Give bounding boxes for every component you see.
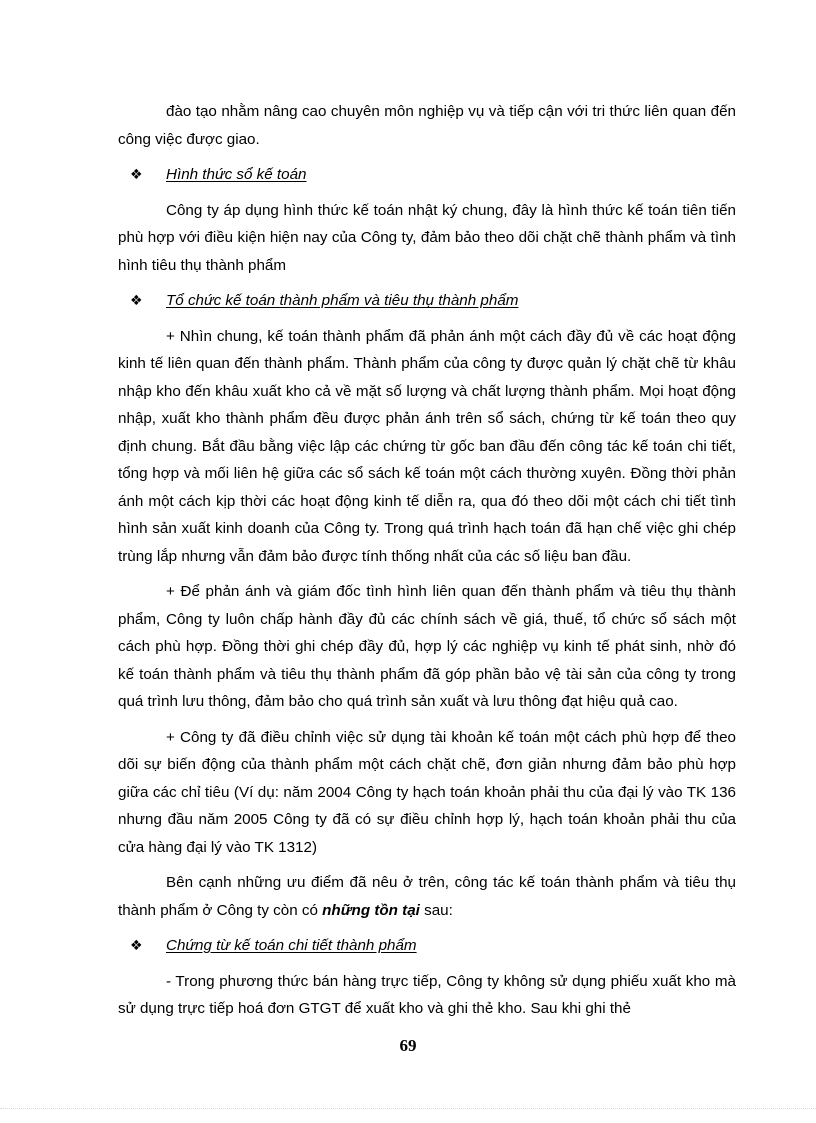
heading-text: Chứng từ kế toán chi tiết thành phẩm xyxy=(166,937,417,954)
diamond-bullet-icon: ❖ xyxy=(130,166,143,182)
heading-text: Hình thức sổ kế toán xyxy=(166,166,307,183)
paragraph-direct-sales: - Trong phương thức bán hàng trực tiếp, Công ty không sử dụng phiếu xuất kho mà sử dụng trực tiếp hoá đơn GTGT để xuất kho và ghi thẻ kho. Sau khi ghi thẻ xyxy=(118,972,736,1017)
emphasis-text: những tồn tại xyxy=(322,901,420,919)
paragraph-accounting-form: Công ty áp dụng hình thức kế toán nhật ký chung, đây là hình thức kế toán tiên tiến phù hợp với điều kiện hiện nay của Công ty, đảm bảo theo dõi chặt chẽ thành phẩm và tình hình tiêu thụ thành phẩm xyxy=(118,201,736,274)
diamond-bullet-icon: ❖ xyxy=(130,937,143,953)
footer-divider xyxy=(0,1108,816,1109)
text-run: Bên cạnh những ưu điểm đã nêu ở trên, công tác kế toán thành phẩm và tiêu thụ thành phẩm ở Công ty còn có xyxy=(118,874,736,919)
section-heading-organization xyxy=(118,287,736,315)
section-heading-vouchers xyxy=(118,932,736,960)
paragraph-general: + Nhìn chung, kế toán thành phẩm đã phản ánh một cách đầy đủ về các hoạt động kinh tế liên quan đến thành phẩm. Thành phẩm của công ty được quản lý chặt chẽ từ khâu nhập kho đến khâu xuất kho cả về mặt số lượng và chất lượng thành phẩm. Mọi hoạt động nhập, xuất kho thành phẩm đều được phản ánh trên sổ sách, chứng từ kế toán theo quy định chung. Bắt đầu bằng việc lập các chứng từ gốc ban đầu đến công tác kế toán chi tiết, tổng hợp và mối liên hệ giữa các sổ sách kế toán một cách thường xuyên. Đồng thời phản ánh một cách kịp thời các hoạt động kinh tế diễn ra, qua đó theo dõi một cách chi tiết tình hình sản xuất kinh doanh của Công ty. Trong quá trình hạch toán đã hạn chế việc ghi chép trùng lắp nhưng vẫn đảm bảo được tính thống nhất của các số liệu ban đầu. xyxy=(118,327,736,565)
text-run: sau: xyxy=(419,901,453,919)
section-heading-accounting-books xyxy=(118,161,736,189)
paragraph-reflection: + Để phản ánh và giám đốc tình hình liên quan đến thành phẩm và tiêu thụ thành phẩm, Công ty luôn chấp hành đầy đủ các chính sách về giá, thuế, tổ chức sổ sách một cách phù hợp. Đồng thời ghi chép đầy đủ, hợp lý các nghiệp vụ kinh tế phát sinh, nhờ đó kế toán thành phẩm và tiêu thụ thành phẩm đã góp phần bảo vệ tài sản của công ty trong quá trình lưu thông, đảm bảo cho quá trình sản xuất và lưu thông đạt hiệu quả cao. xyxy=(118,583,736,710)
paragraph-adjustment: + Công ty đã điều chỉnh việc sử dụng tài khoản kế toán một cách phù hợp để theo dõi sự biến động của thành phẩm một cách chặt chẽ, đơn giản nhưng đảm bảo phù hợp giữa các chỉ tiêu (Ví dụ: năm 2004 Công ty hạch toán khoản phải thu của đại lý vào TK 136 nhưng đầu năm 2005 Công ty đã có sự điều chỉnh hợp lý, hạch toán khoản phải thu của cửa hàng đại lý vào TK 1312) xyxy=(118,728,736,856)
paragraph-shortcomings xyxy=(118,869,736,924)
body-text xyxy=(118,98,736,1031)
heading-text: Tổ chức kế toán thành phẩm và tiêu thụ thành phẩm xyxy=(166,292,519,309)
paragraph-intro: đào tạo nhằm nâng cao chuyên môn nghiệp vụ và tiếp cận với tri thức liên quan đến công việc được giao. xyxy=(118,103,736,148)
diamond-bullet-icon: ❖ xyxy=(130,292,143,308)
page-number: 69 xyxy=(399,1036,417,1055)
